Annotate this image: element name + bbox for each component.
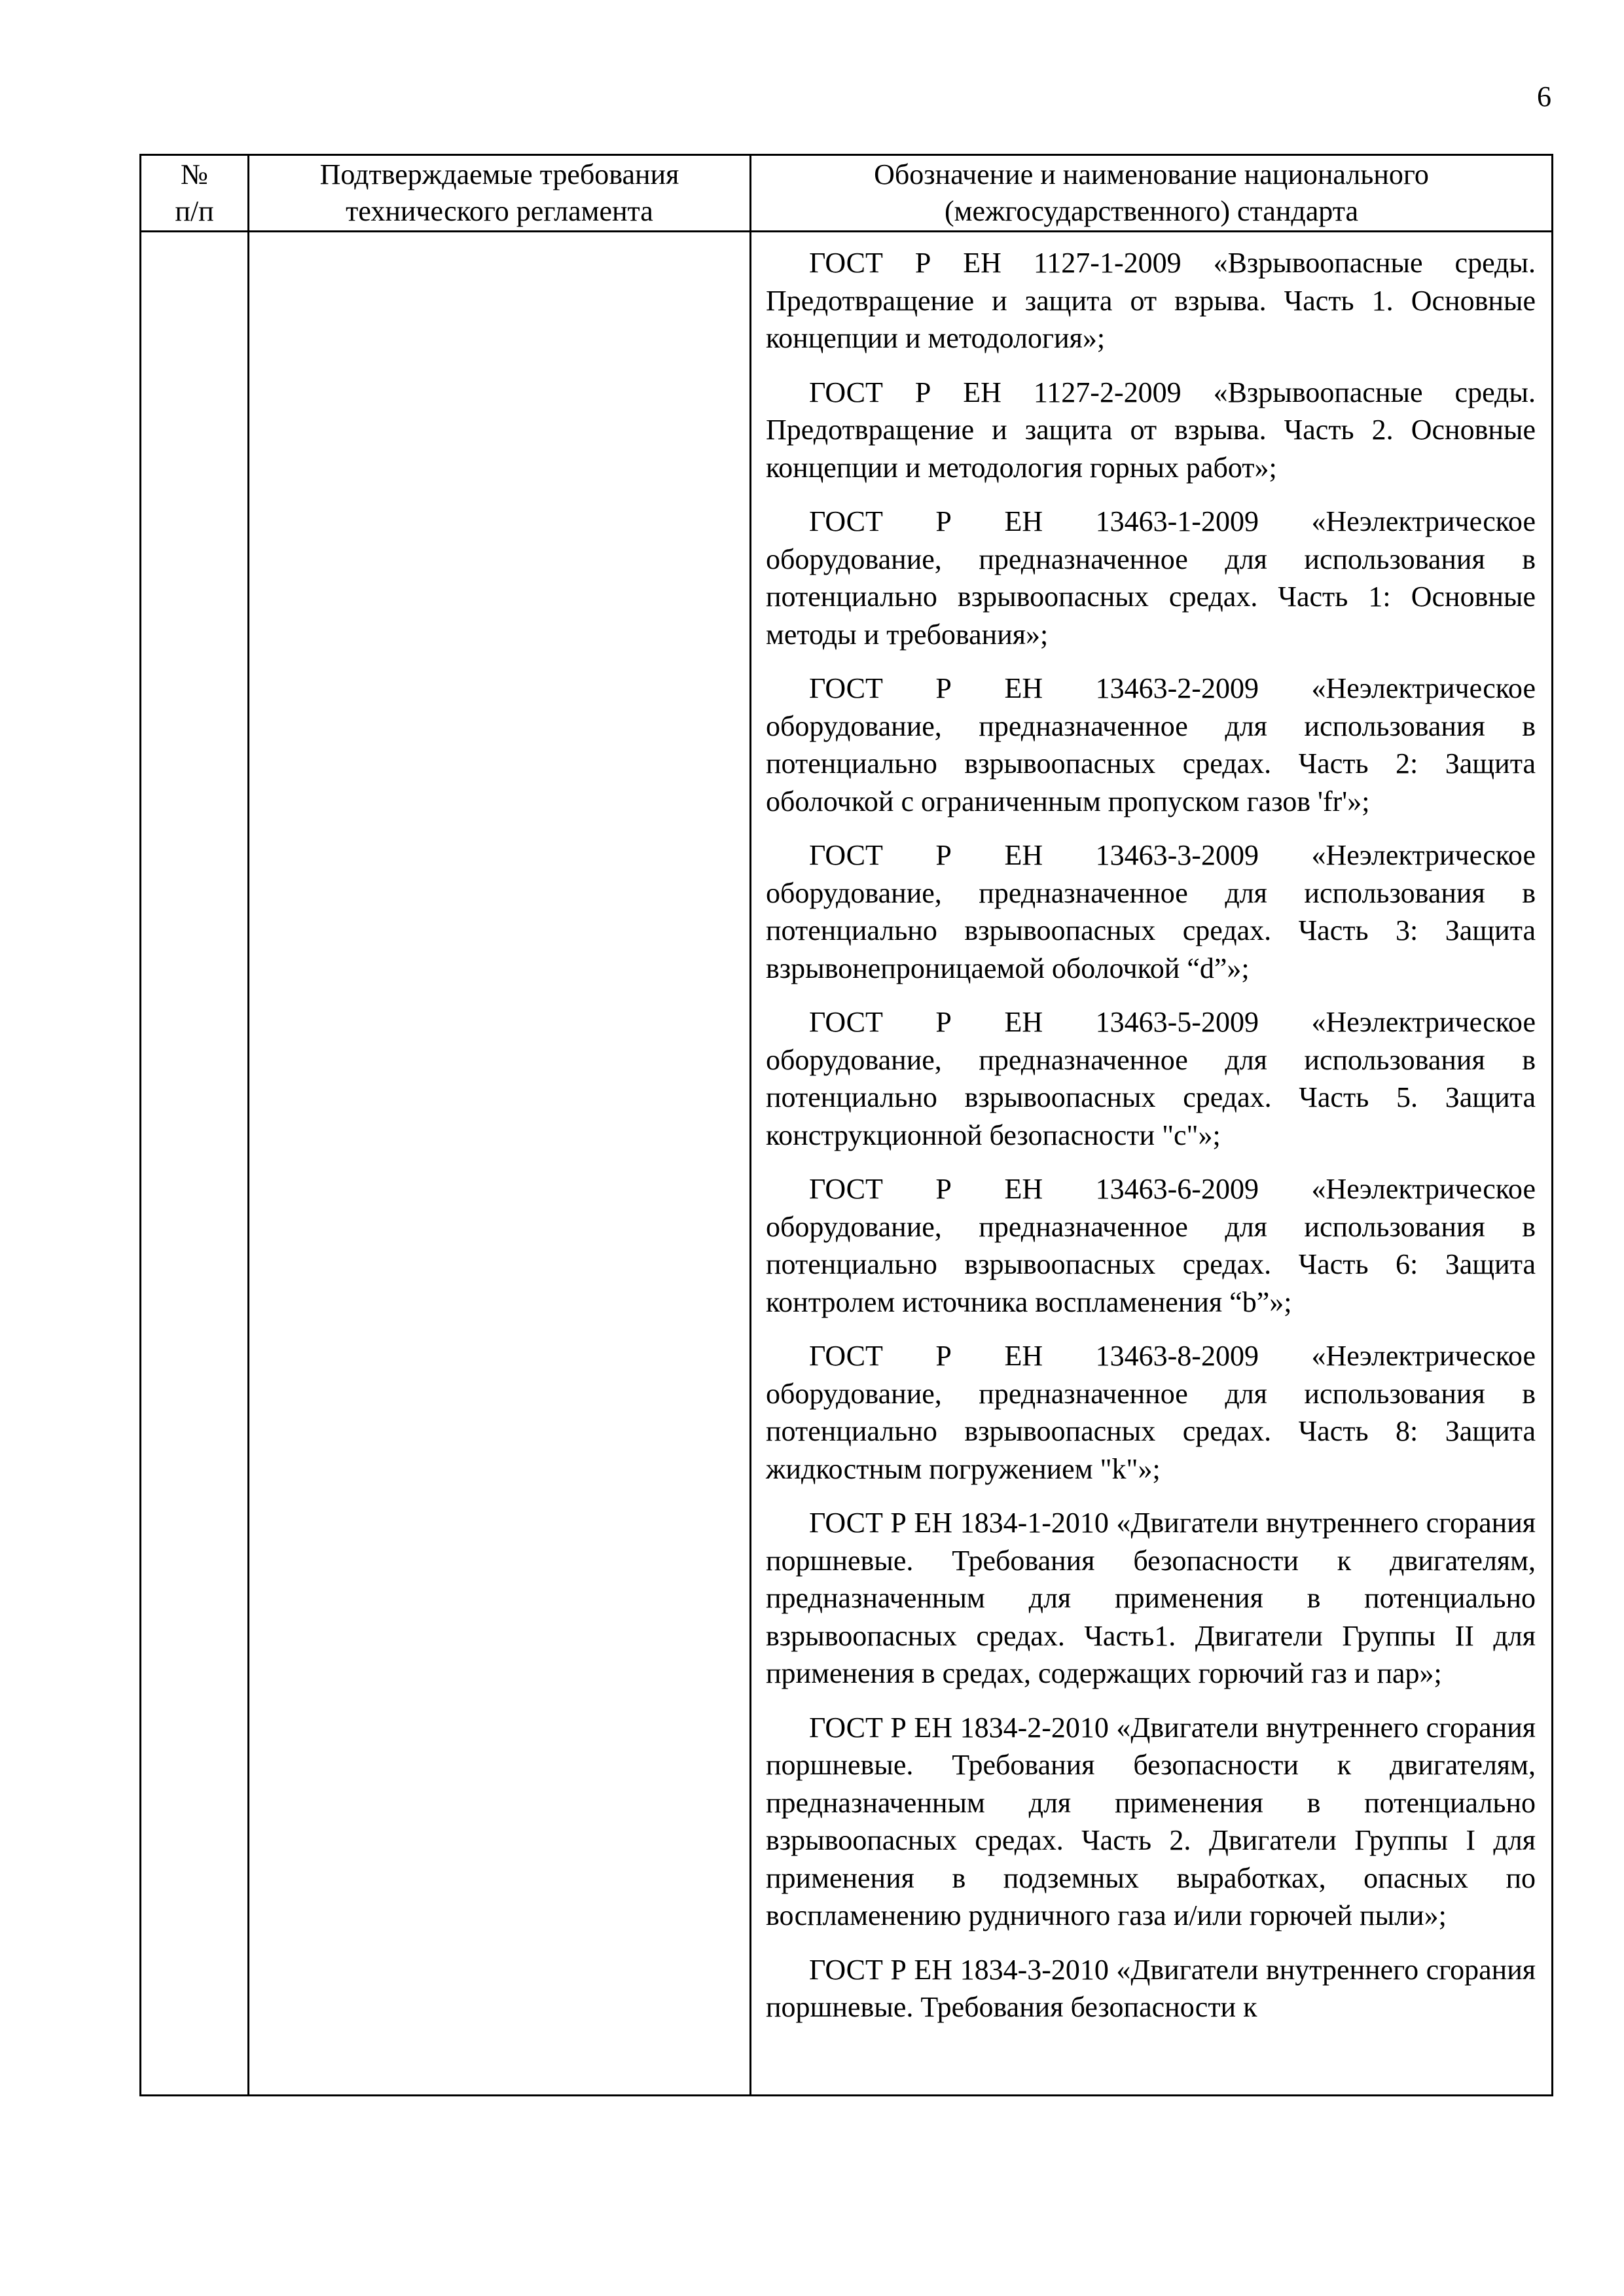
standard-item: ГОСТ Р ЕН 1834-1-2010 «Двигатели внутреннего сгорания поршневые. Требования безопасности к двигателям, предназначенным для применения в потенциально взрывоопасных средах. Часть1. Двигатели Группы II для применения в средах, содержащих горючий газ и пар»;: [766, 1507, 1536, 1689]
header-requirements-line2: технического регламента: [346, 195, 653, 227]
table-row: [141, 232, 1553, 2096]
standard-item: ГОСТ Р ЕН 13463-3-2009 «Неэлектрическое оборудование, предназначенное для использования в потенциально взрывоопасных средах. Часть 3: Защита взрывонепроницаемой оболочкой “d”»;: [766, 839, 1536, 984]
row-number-cell: [141, 232, 249, 2096]
standard-item: ГОСТ Р ЕН 13463-6-2009 «Неэлектрическое оборудование, предназначенное для использования в потенциально взрывоопасных средах. Часть 6: Защита контролем источника воспламенения “b”»;: [766, 1173, 1536, 1318]
header-number: [141, 155, 249, 232]
header-requirements: [249, 155, 751, 232]
table-header-row: [141, 155, 1553, 232]
standard-item: ГОСТ Р ЕН 13463-1-2009 «Неэлектрическое оборудование, предназначенное для использования в потенциально взрывоопасных средах. Часть 1: Основные методы и требования»;: [766, 505, 1536, 651]
standard-item: ГОСТ Р ЕН 13463-2-2009 «Неэлектрическое оборудование, предназначенное для использования в потенциально взрывоопасных средах. Часть 2: Защита оболочкой с ограниченным пропуском газов 'fr'»;: [766, 672, 1536, 817]
standard-item: ГОСТ Р ЕН 1127-1-2009 «Взрывоопасные среды. Предотвращение и защита от взрыва. Часть 1. Основные концепции и методология»;: [766, 247, 1536, 354]
row-requirements-cell: [249, 232, 751, 2096]
standard-item: ГОСТ Р ЕН 1127-2-2009 «Взрывоопасные среды. Предотвращение и защита от взрыва. Часть 2. Основные концепции и методология горных работ»;: [766, 376, 1536, 484]
standard-item: ГОСТ Р ЕН 1834-3-2010 «Двигатели внутреннего сгорания поршневые. Требования безопасности к: [766, 1953, 1536, 2023]
standard-item: ГОСТ Р ЕН 1834-2-2010 «Двигатели внутреннего сгорания поршневые. Требования безопасности к двигателям, предназначенным для применения в потенциально взрывоопасных средах. Часть 2. Двигатели Группы I для применения в подземных выработках, опасных по воспламенению рудничного газа и/или горючей пыли»;: [766, 1711, 1536, 1931]
standard-item: ГОСТ Р ЕН 13463-8-2009 «Неэлектрическое оборудование, предназначенное для использования в потенциально взрывоопасных средах. Часть 8: Защита жидкостным погружением "k"»;: [766, 1340, 1536, 1485]
header-standard: [751, 155, 1553, 232]
header-number-line2: п/п: [175, 195, 214, 227]
standard-item: ГОСТ Р ЕН 13463-5-2009 «Неэлектрическое оборудование, предназначенное для использования в потенциально взрывоопасных средах. Часть 5. Защита конструкционной безопасности "c"»;: [766, 1006, 1536, 1151]
header-standard-line1: Обозначение и наименование национального: [874, 158, 1429, 190]
page-number: 6: [1537, 81, 1551, 113]
row-standards-cell: [751, 232, 1553, 2096]
header-number-line1: №: [181, 158, 208, 190]
header-standard-line2: (межгосударственного) стандарта: [944, 195, 1359, 227]
header-requirements-line1: Подтверждаемые требования: [319, 158, 679, 190]
requirements-standards-table: [139, 154, 1553, 2096]
